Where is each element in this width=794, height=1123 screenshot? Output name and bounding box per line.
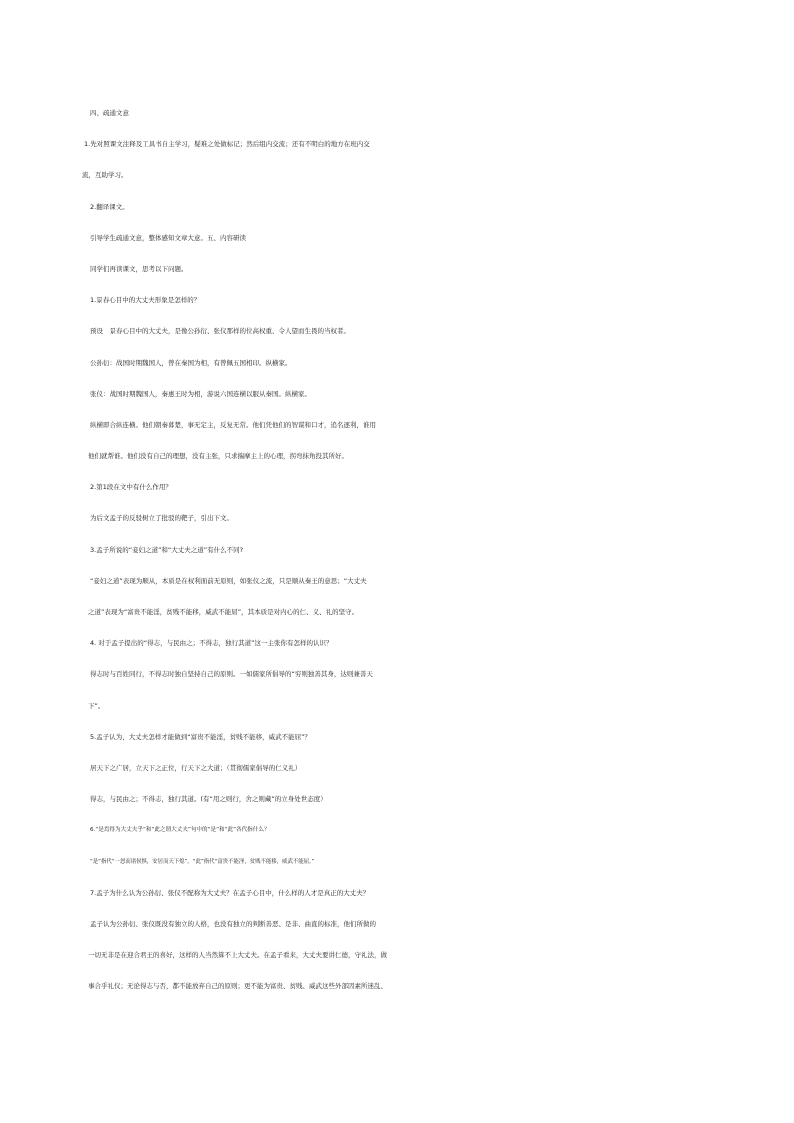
question-line: 7.孟子为什么认为公孙衍、张仪不配称为大丈夫？在孟子心目中，什么样的人才是真正的大丈夫？ [90, 888, 370, 897]
paragraph-line: 流，互助学习。 [82, 171, 128, 180]
paragraph-line: 一切无非是在迎合君王的喜好，这样的人当然算不上大丈夫。在孟子看来，大丈夫要讲仁德，守礼法，做 [88, 951, 387, 960]
question-line: 5.孟子认为，大丈夫怎样才能做到“富贵不能淫，贫贱不能移，威武不能屈”？ [90, 732, 311, 741]
question-line: 1.景春心目中的大丈夫形象是怎样的？ [90, 296, 201, 305]
paragraph-line: 为后文孟子的反驳树立了批驳的靶子，引出下文。 [90, 514, 233, 523]
paragraph-line: 同学们再读课文，思考以下问题。 [90, 264, 188, 273]
paragraph-line: “是”指代“一怒而诸侯惧，安居而天下熄”。“此”指代“富贵不能淫，贫贱不能移，威武不能屈。” [90, 858, 315, 865]
paragraph-line: 他们就帮谁。他们没有自己的理想，没有主张，只求揣摩主上的心理，拐弯抹角投其所好。 [88, 452, 348, 461]
paragraph-line: 张仪：战国时期魏国人，秦惠王时为相，游说六国连横以服从秦国。纵横家。 [90, 389, 311, 398]
question-line: 3.孟子所说的“妾妇之道”和“大丈夫之道”有什么不同? [90, 545, 244, 554]
paragraph-line: 得志时与百姓同行，不得志时独自坚持自己的原则。一如儒家所倡导的“穷则独善其身，达则兼善天 [90, 670, 373, 679]
paragraph-line: 事合乎礼仪；无论得志与否，都不能放弃自己的原则；更不能为富贵、贫贱、威武这些外部因素所迷乱、 [88, 982, 387, 991]
question-line: 6.“是焉得为大丈夫乎”和“此之谓大丈夫”句中的“是”和“此”各代指什么？ [90, 827, 270, 834]
paragraph-line: 孟子认为公孙衍、张仪既没有独立的人格，也没有独立的判断善恶、是非、曲直的标准，他们所做的 [90, 919, 376, 928]
question-line: 2.第1段在文中有什么作用？ [90, 483, 172, 492]
paragraph-line: 1.先对照课文注释及工具书自主学习，疑难之处做标记；然后组内交流；还有不明白的地方在班内交 [84, 140, 370, 149]
paragraph-line: 公孙衍：战国时期魏国人，曾在秦国为相，有曾佩五国相印。纵横家。 [90, 358, 292, 367]
paragraph-line: 预设 景春心目中的大丈夫，是像公孙衍、张仪那样的位高权重、令人望而生畏的当权者。 [90, 327, 350, 336]
document-body [82, 98, 724, 1002]
section-heading: 四、疏通文意 [90, 109, 129, 117]
paragraph-line: 下”。 [88, 701, 105, 710]
paragraph-line: 纵横即合纵连横。他们朝秦暮楚，事无定主，反复无常。他们凭他们的智谋和口才，追名逐利，谁用 [90, 420, 376, 429]
paragraph-line: 2.翻译课文。 [90, 202, 129, 211]
paragraph-line: “妾妇之道”表现为顺从，本质是在权利面前无原则，如张仪之流，只是顺从秦王的意思；“大丈夫 [90, 576, 367, 585]
question-line: 4. 对于孟子提出的“得志，与民由之；不得志，独行其道”这一主张你有怎样的认识？ [90, 639, 333, 648]
paragraph-line: 得志，与民由之；不得志，独行其道。(有“用之则行，舍之则藏”的立身处世态度） [90, 795, 327, 804]
paragraph-line: 居天下之广居，立天下之正位，行天下之大道；（贯彻儒家倡导的仁义礼） [90, 763, 302, 772]
paragraph-line: 引导学生疏通文意，整体感知文章大意。五、内容研读 [90, 233, 246, 242]
paragraph-line: 之道”表现为“富贵不能淫，贫贱不能移，威武不能屈”，其本质是对内心的仁、义、礼的坚守。 [88, 608, 359, 616]
